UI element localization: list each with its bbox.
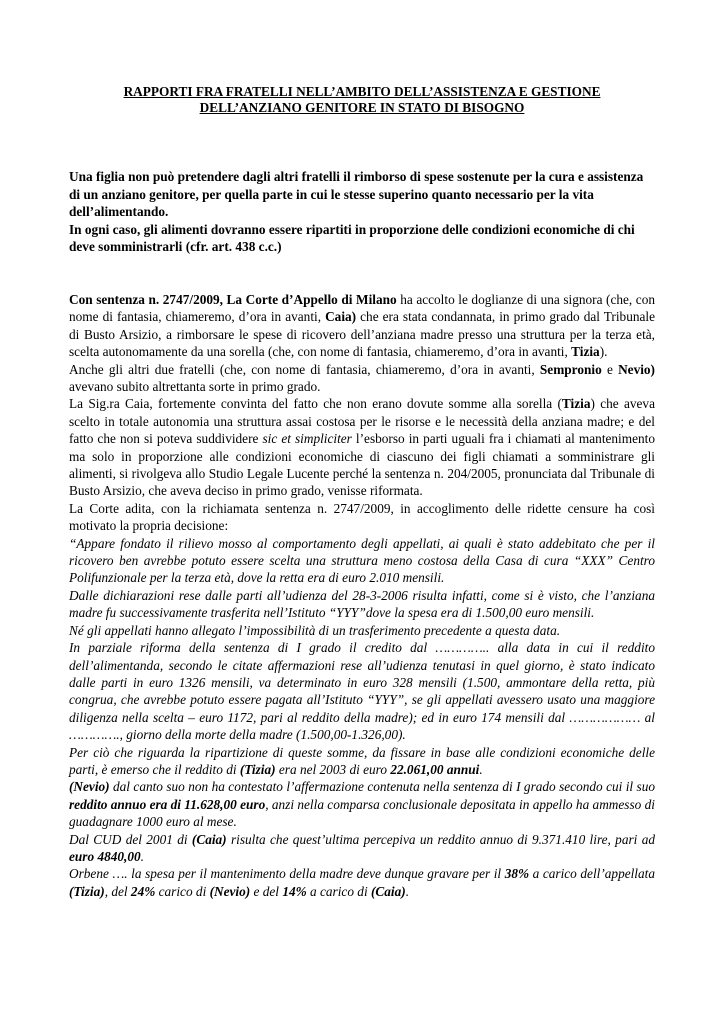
body-paragraph-1: Con sentenza n. 2747/2009, La Corte d’Appello di Milano ha accolto le doglianze di una signora (che, con nome di fantasia, chiameremo, d’ora in avanti, Caia) che era stata condannata, in primo grado dal Tribunale di Busto Arsizio, a rimborsare le spese di ricovero dell’anziana madre presso una struttura per la terza età, scelta autonomamente da una sorella (che, con nome di fantasia, chiameremo, d’ora in avanti, Tizia). [69, 291, 655, 360]
quote-paragraph-7: Dal CUD del 2001 di (Caia) risulta che quest’ultima percepiva un reddito annuo di 9.371.410 lire, pari ad euro 4840,00. [69, 831, 655, 864]
quote-paragraph-1: “Appare fondato il rilievo mosso al comportamento degli appellati, ai quali è stato addebitato che per il ricovero ben avrebbe potuto essere scelta una struttura meno costosa della Casa di cura “XXX” Centro Polifunzionale per la terza età, dove la retta era di euro 2.010 mensili. [69, 535, 655, 586]
quote-paragraph-5: Per ciò che riguarda la ripartizione di queste somme, da fissare in base alle condizioni economiche delle parti, è emerso che il reddito di (Tizia) era nel 2003 di euro 22.061,00 annui. [69, 744, 655, 777]
document-body [69, 291, 655, 900]
quote-paragraph-3: Né gli appellati hanno allegato l’impossibilità di un trasferimento precedente a questa data. [69, 622, 561, 638]
summary-paragraph-1: Una figlia non può pretendere dagli altri fratelli il rimborso di spese sostenute per la cura e assistenza di un anziano genitore, per quella parte in cui le stesse superino quanto necessario per la vita dell’alimentando. [69, 169, 644, 220]
body-paragraph-3: La Sig.ra Caia, fortemente convinta del fatto che non erano dovute somme alla sorella (Tizia) che aveva scelto in totale autonomia una struttura assai costosa per le risorse e le necessità della anziana madre; e del fatto che non si poteva suddividere sic et simpliciter l’esborso in parti uguali fra i chiamati al mantenimento ma solo in proporzione alle condizioni economiche di ciascuno dei figli chiamati a somministrare gli alimenti, si rivolgeva allo Studio Legale Lucente perché la sentenza n. 204/2005, pronunciata dal Tribunale di Busto Arsizio, che aveva deciso in primo grado, venisse riformata. [69, 396, 655, 499]
quote-paragraph-2: Dalle dichiarazioni rese dalle parti all’udienza del 28-3-2006 risulta infatti, come si è visto, che l’anziana madre fu successivamente trasferita nell’Istituto “YYY”dove la spesa era di 1.500,00 euro mensili. [69, 587, 655, 621]
summary-block [69, 168, 655, 256]
quote-paragraph-8: Orbene …. la spesa per il mantenimento della madre deve dunque gravare per il 38% a carico dell’appellata (Tizia), del 24% carico di (Nevio) e del 14% a carico di (Caia). [69, 866, 655, 899]
quote-paragraph-4: In parziale riforma della sentenza di I grado il credito dal ………….. alla data in cui il reddito dell’alimentanda, secondo le citate affermazioni rese all’udienza tenutasi in quel giorno, è stato indicato dalle parti in euro 1326 mensili, va determinato in euro 328 mensili (1.500, ammontare della retta, più congrua, che avrebbe potuto essere pagata all’Istituto “YYY”, se gli appellati avessero usato una maggiore diligenza nella scelta – euro 1172, pari al reddito della madre); ed in euro 174 mensili dal ……………… al …………., giorno della morte della madre (1.500,00-1.326,00). [69, 640, 655, 743]
document-title [69, 84, 655, 116]
summary-paragraph-2: In ogni caso, gli alimenti dovranno essere ripartiti in proporzione delle condizioni economiche di chi deve somministrarli (cfr. art. 438 c.c.) [69, 221, 635, 255]
body-paragraph-4: La Corte adita, con la richiamata sentenza n. 2747/2009, in accoglimento delle ridette censure ha così motivato la propria decisione: [69, 500, 655, 534]
body-paragraph-2: Anche gli altri due fratelli (che, con nome di fantasia, chiameremo, d’ora in avanti, Sempronio e Nevio) avevano subito altrettanta sorte in primo grado. [69, 361, 655, 394]
title-line-1: RAPPORTI FRA FRATELLI NELL’AMBITO DELL’ASSISTENZA E GESTIONE [123, 84, 601, 99]
title-line-2: DELL’ANZIANO GENITORE IN STATO DI BISOGNO [199, 100, 525, 115]
quote-paragraph-6: (Nevio) dal canto suo non ha contestato l’affermazione contenuta nella sentenza di I grado secondo cui il suo reddito annuo era di 11.628,00 euro, anzi nella comparsa conclusionale depositata in appello ha ammesso di guadagnare 1000 euro al mese. [69, 779, 655, 830]
